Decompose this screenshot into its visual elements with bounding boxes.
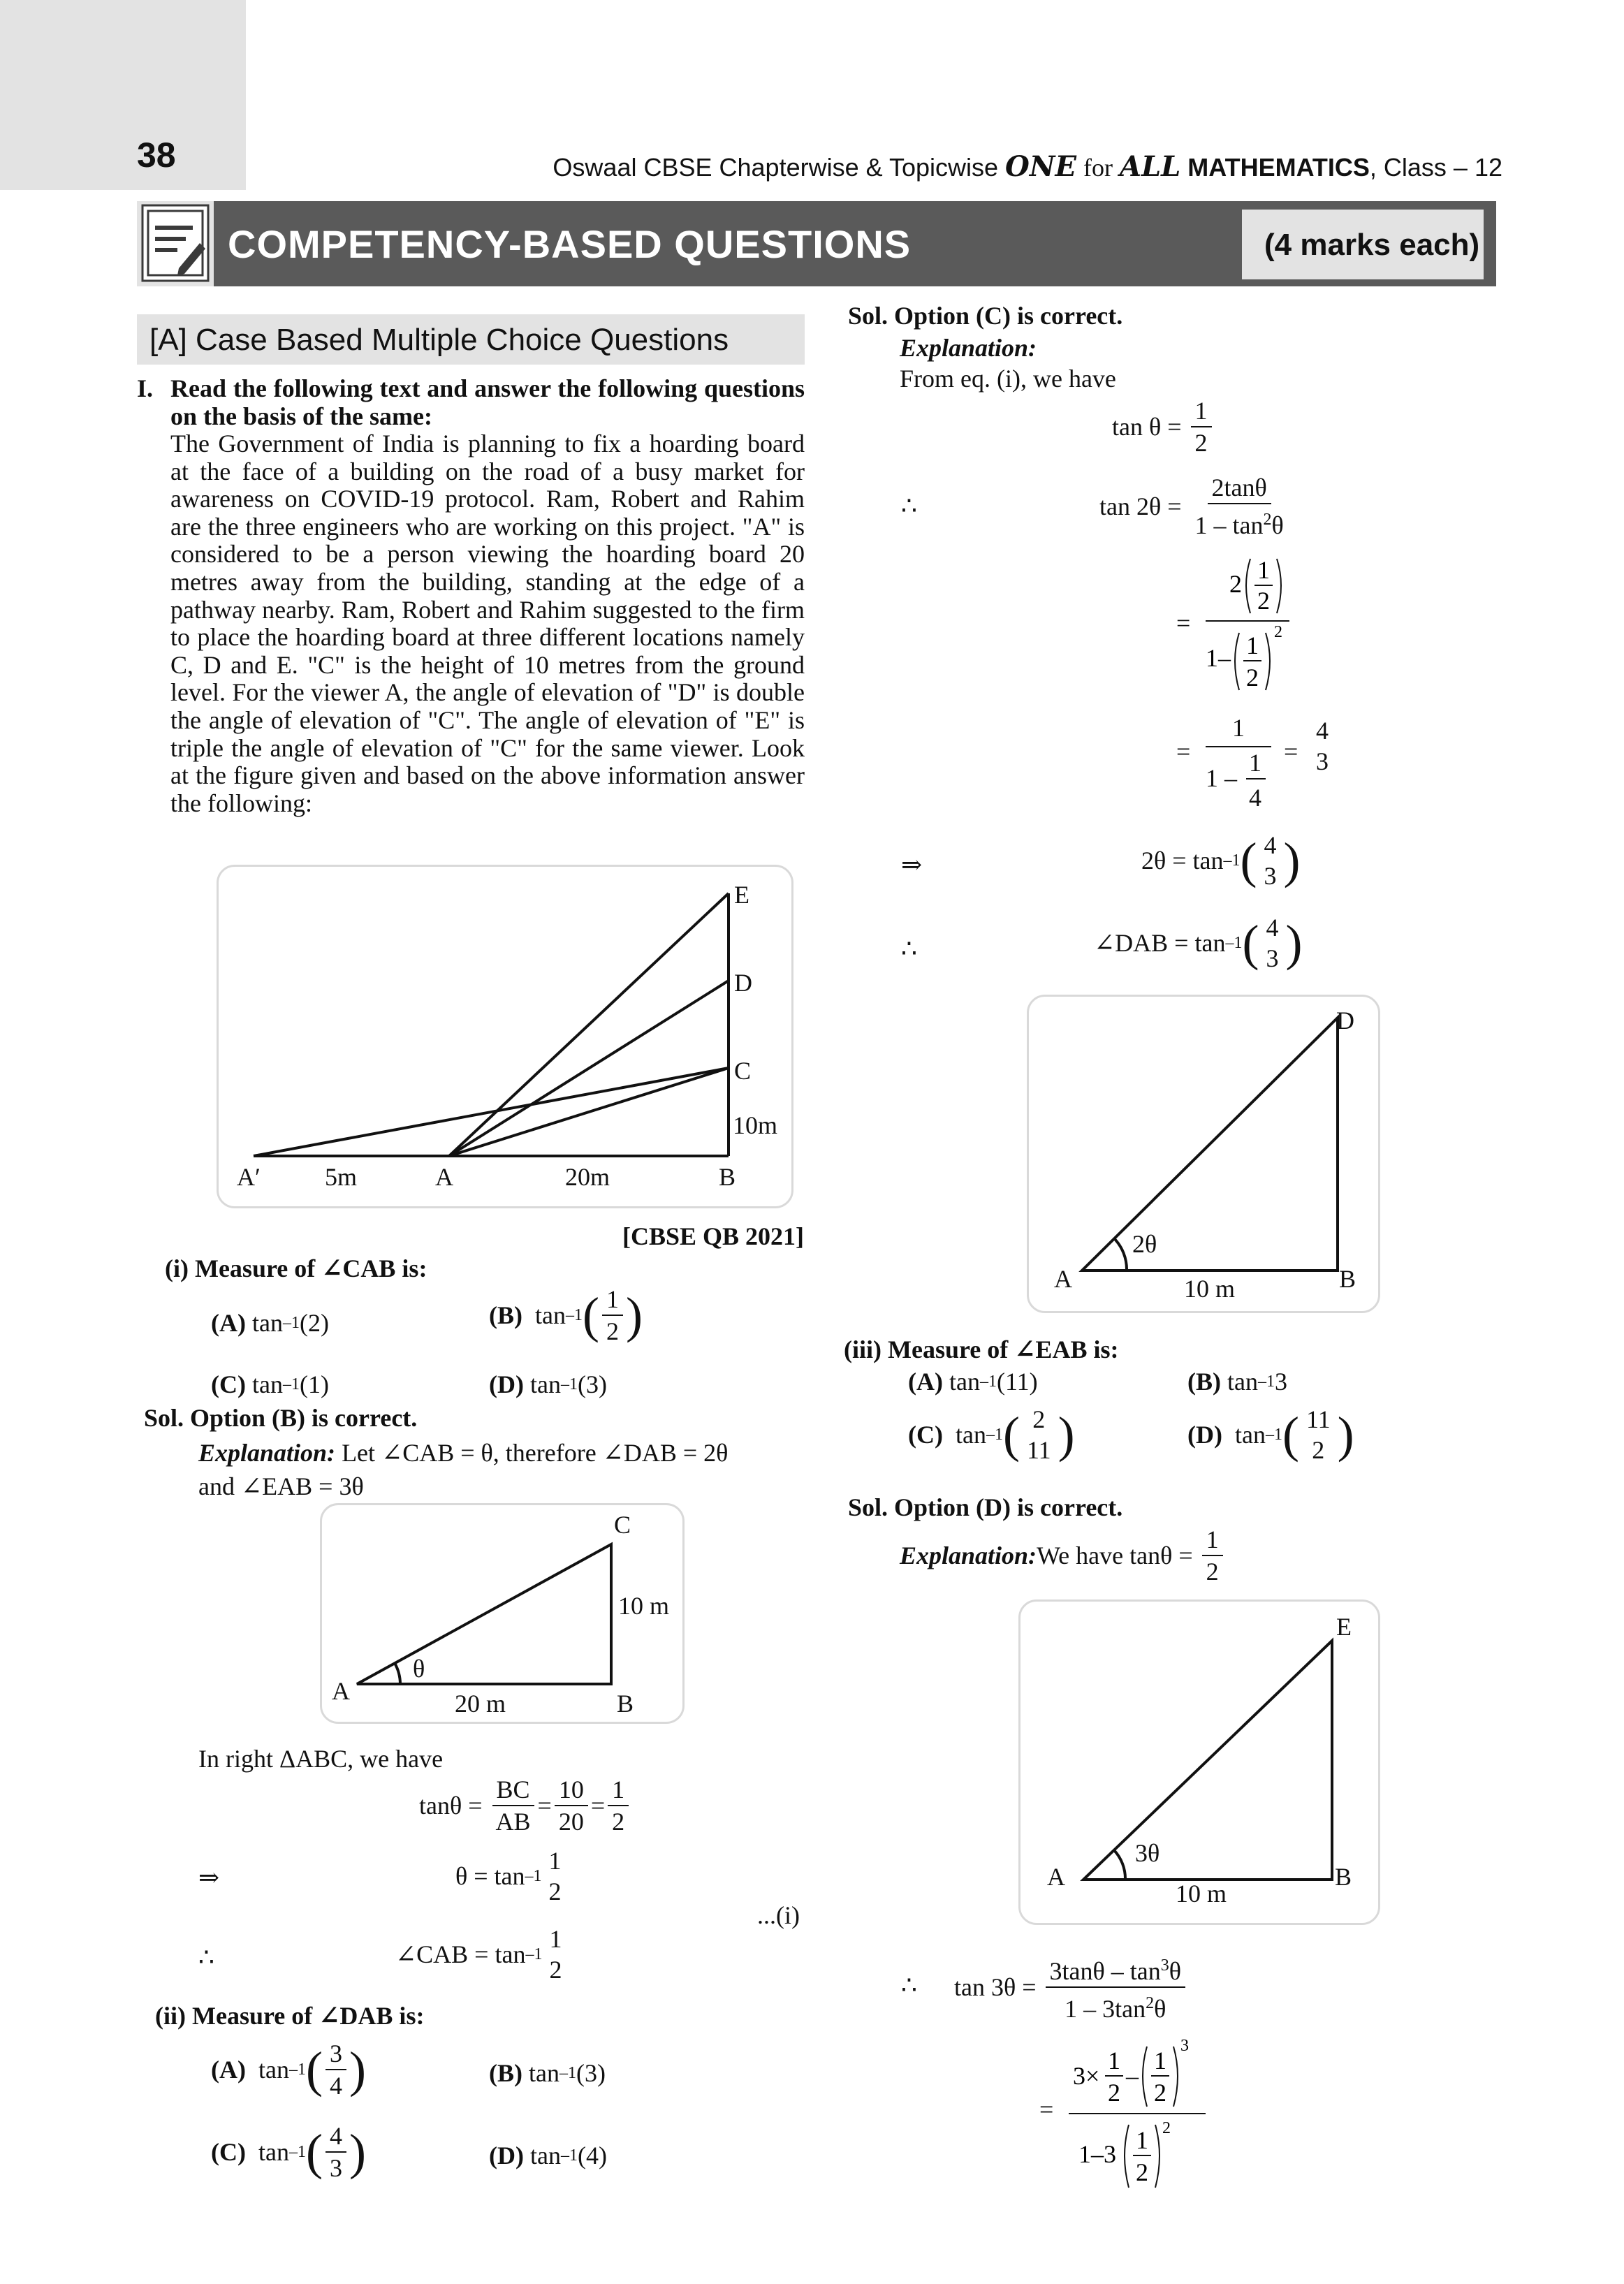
q1-eq3-sym: ∴ — [198, 1943, 214, 1971]
q1-opt-b-den: 2 — [606, 1317, 619, 1345]
q3-expl-label: Explanation: — [900, 1542, 1037, 1569]
q3-t-d: 1 – 3tan — [1065, 1995, 1146, 2023]
q1-right-triangle: In right ΔABC, we have — [198, 1745, 444, 1773]
q3-opt-b-val: 3 — [1274, 1368, 1287, 1396]
three-theta-fig-a: A — [1047, 1863, 1065, 1891]
q3-t2-svg — [1069, 2037, 1217, 2204]
q2-e1-d: 2 — [1194, 429, 1208, 457]
q2-e1 — [1112, 395, 1215, 458]
q2-opt-c-letter: (C) — [211, 2138, 246, 2166]
q1-eq3-n: 1 — [549, 1925, 562, 1953]
q2-e6-d: 3 — [1266, 944, 1279, 972]
q2-e1-n: 1 — [1191, 395, 1212, 427]
q2-e3-numerator — [1227, 553, 1296, 617]
q3-expl-text: We have tanθ = — [1037, 1542, 1193, 1569]
fig-label-a: A — [435, 1163, 453, 1191]
two-theta-fig-b: B — [1339, 1265, 1356, 1293]
q1-eq2: θ = tan –1 1 2 — [455, 1845, 569, 1907]
two-theta-fig-base: 10 m — [1184, 1275, 1236, 1303]
q2-e5-d: 3 — [1264, 862, 1277, 890]
q3-opt-a-val: (11) — [996, 1368, 1038, 1396]
q2-e6-sym: ∴ — [901, 935, 917, 962]
q3-opt-b-letter: (B) — [1187, 1368, 1221, 1396]
q3-t-sym: ∴ — [901, 1971, 917, 1999]
q1-opt-d-tan: tan — [529, 1370, 561, 1398]
book-prefix: Oswaal CBSE Chapterwise & Topicwise — [553, 153, 999, 182]
q1-eq1-lhs: tanθ = — [419, 1792, 483, 1820]
q3-t2-eq: = — [1039, 2095, 1054, 2123]
q2-option-a: (A) tan –1 ( $\frac{3}{4}$ ) — [211, 2040, 366, 2100]
q2-option-b: (B) tan –1 (3) — [489, 2059, 606, 2087]
q2-e6-lhs: ∠DAB = — [1094, 929, 1189, 957]
theta-fig-b: B — [617, 1690, 634, 1718]
q3-opt-d-letter: (D) — [1187, 1421, 1222, 1449]
q2-e6-n: 4 — [1266, 914, 1279, 942]
q1-explanation — [198, 1439, 805, 1467]
fig-label-height: 10m — [733, 1111, 778, 1139]
q1-label: (i) Measure of ∠CAB is: — [165, 1254, 427, 1282]
q2-opt-d-tan: tan — [529, 2142, 561, 2169]
hoarding-diagram — [219, 867, 791, 1206]
q2-opt-a-letter: (A) — [211, 2056, 246, 2084]
q2-e4-rn: 4 — [1316, 717, 1329, 745]
q2-opt-a-tan: tan — [258, 2056, 289, 2084]
svg-text:2: 2 — [1274, 623, 1282, 641]
q2-e4-fraction — [1206, 711, 1275, 816]
case-number: I. — [137, 374, 154, 402]
two-theta-fig-d: D — [1336, 1006, 1354, 1034]
q2-opt-d-letter: (D) — [489, 2142, 524, 2169]
notepad-icon — [137, 201, 214, 286]
svg-text:2: 2 — [1229, 570, 1242, 598]
theta-fig-a: A — [332, 1677, 350, 1705]
two-theta-triangle-figure — [1027, 995, 1380, 1313]
q1-eq2-n: 1 — [548, 1847, 562, 1875]
svg-text:1: 1 — [1154, 2047, 1166, 2074]
fig-label-e: E — [734, 881, 749, 909]
q2-e4-result — [1309, 715, 1336, 777]
svg-text:1–: 1– — [1206, 644, 1231, 672]
q2-e3-den-svg — [1206, 623, 1296, 700]
fig-label-gap: 5m — [325, 1163, 358, 1191]
three-theta-triangle — [1021, 1602, 1378, 1923]
q3-t-d2: θ — [1154, 1995, 1166, 2023]
q1-opt-d-letter: (D) — [489, 1370, 524, 1398]
q1-eq2-sym: ⇒ — [198, 1864, 220, 1891]
q1-eq3-d: 2 — [549, 1956, 562, 1984]
banner-title: COMPETENCY-BASED QUESTIONS — [228, 222, 912, 266]
three-theta-fig-b: B — [1335, 1863, 1352, 1891]
q2-e2-sym: ∴ — [901, 492, 917, 520]
three-theta-fig-angle: 3θ — [1135, 1839, 1160, 1867]
book-suffix: , Class – 12 — [1369, 153, 1502, 182]
svg-text:2: 2 — [1162, 2119, 1171, 2137]
two-theta-fig-angle: 2θ — [1132, 1230, 1157, 1258]
q1-eq1-n1: BC — [492, 1774, 534, 1806]
book-for: for — [1083, 154, 1113, 182]
theta-fig-height: 10 m — [618, 1592, 670, 1620]
svg-text:2: 2 — [1154, 2079, 1166, 2107]
q2-opt-c-tan: tan — [258, 2138, 289, 2166]
q1-option-c: (C) tan –1 (1) — [211, 1370, 329, 1398]
q3-opt-c-letter: (C) — [908, 1421, 943, 1449]
q2-opt-b-val: (3) — [576, 2059, 606, 2087]
q3-expl-n: 1 — [1202, 1524, 1223, 1556]
q2-opt-c-num: 4 — [325, 2121, 346, 2153]
q2-solution: Sol. Option (C) is correct. — [848, 302, 1123, 330]
q1-eq3-lhs: ∠CAB = — [395, 1940, 489, 1968]
q1-opt-d-val: (3) — [577, 1370, 607, 1398]
q1-eq2-lhs: θ = — [455, 1862, 488, 1890]
q2-e2-lhs: tan 2θ = — [1099, 492, 1182, 520]
q2-e4-n: 1 — [1232, 714, 1245, 742]
q1-eq3: ∠CAB = tan –1 1 2 — [395, 1924, 569, 1985]
q3-opt-a-letter: (A) — [908, 1368, 943, 1396]
page-number: 38 — [137, 136, 176, 175]
q2-opt-a-den: 4 — [329, 2072, 342, 2100]
q1-opt-a-val: (2) — [299, 1309, 329, 1337]
q3-solution: Sol. Option (D) is correct. — [848, 1493, 1123, 1521]
theta-fig-base: 20 m — [455, 1690, 506, 1718]
section-title: [A] Case Based Multiple Choice Questions — [149, 323, 729, 357]
q3-explanation — [900, 1524, 1226, 1587]
q1-opt-a-letter: (A) — [211, 1309, 246, 1337]
q1-eq1-n3: 1 — [608, 1774, 629, 1806]
q1-option-a: (A) tan –1 (2) — [211, 1309, 329, 1337]
q1-eq1-d3: 2 — [612, 1808, 625, 1836]
theta-triangle-figure — [320, 1503, 685, 1724]
q2-e3-bar — [1206, 620, 1289, 622]
svg-text:1: 1 — [1136, 2126, 1148, 2154]
book-subject: MATHEMATICS — [1187, 153, 1370, 182]
q2-e4-in-d: 4 — [1249, 784, 1261, 812]
svg-text:2: 2 — [1246, 664, 1259, 691]
theta-fig-angle: θ — [413, 1655, 425, 1683]
q1-opt-c-val: (1) — [299, 1370, 329, 1398]
q2-opt-c-den: 3 — [329, 2154, 342, 2182]
q2-e3-eq: = — [1176, 609, 1191, 637]
q3-opt-c-tan: tan — [955, 1421, 986, 1449]
q2-e5: 2θ = tan –1 ( 4 3 ) — [1141, 831, 1301, 890]
q2-expl-label: Explanation: — [900, 334, 1037, 362]
svg-text:3×: 3× — [1073, 2062, 1100, 2090]
q3-option-d: (D) tan –1 ( 11 2 ) — [1187, 1405, 1354, 1464]
svg-text:3: 3 — [1180, 2037, 1189, 2055]
three-theta-fig-base: 10 m — [1176, 1880, 1227, 1908]
q3-option-a: (A) tan –1 (11) — [908, 1368, 1038, 1396]
q3-opt-d-den: 2 — [1312, 1436, 1325, 1464]
q2-opt-a-num: 3 — [325, 2038, 346, 2070]
q1-eq2-tan: tan — [494, 1862, 525, 1890]
q1-opt-c-tan: tan — [251, 1370, 283, 1398]
q3-opt-c-den: 11 — [1026, 1436, 1051, 1464]
banner-icon-box — [137, 201, 214, 286]
book-one: ONE — [1005, 150, 1076, 183]
q3-t2-fraction — [1069, 2037, 1217, 2204]
fig-label-c: C — [734, 1057, 752, 1085]
svg-text:1–3: 1–3 — [1078, 2140, 1116, 2168]
two-theta-fig-a: A — [1054, 1265, 1072, 1293]
q2-option-c: (C) tan –1 ( $\frac{4}{3}$ ) — [211, 2122, 366, 2182]
q3-opt-a-tan: tan — [949, 1368, 980, 1396]
q1-option-d: (D) tan –1 (3) — [489, 1370, 607, 1398]
q2-e4-eq: = — [1176, 738, 1191, 766]
svg-text:–: – — [1126, 2062, 1139, 2090]
q1-solution: Sol. Option (B) is correct. — [144, 1404, 418, 1432]
q3-option-b: (B) tan –1 3 — [1187, 1368, 1287, 1396]
q2-e2: tan 2θ = $\frac{2\tan\theta}{1 - \tan^2\theta}$ — [1099, 474, 1284, 539]
q3-opt-d-num: 11 — [1305, 1405, 1331, 1433]
q2-opt-d-val: (4) — [577, 2142, 607, 2169]
q2-e3-num-svg — [1227, 553, 1296, 617]
q2-e5-tan: tan — [1192, 847, 1224, 874]
q3-label: (iii) Measure of ∠EAB is: — [844, 1335, 1119, 1363]
q2-e5-n: 4 — [1264, 831, 1277, 859]
q2-e3-denominator — [1206, 623, 1296, 700]
svg-text:2: 2 — [1257, 587, 1270, 615]
q1-opt-a-tan: tan — [251, 1309, 283, 1337]
two-theta-triangle — [1029, 997, 1378, 1311]
q2-e6: ∠DAB = tan –1 ( 4 3 ) — [1094, 914, 1303, 972]
fig-label-base: 20m — [565, 1163, 610, 1191]
q3-option-c: (C) tan –1 ( 2 11 ) — [908, 1405, 1075, 1464]
case-instruction: Read the following text and answer the following questions on the basis of the same: — [170, 374, 805, 430]
q1-explanation-2: and ∠EAB = 3θ — [198, 1472, 364, 1500]
q2-e1-lhs: tan θ = — [1112, 413, 1182, 441]
q3-t-lhs: tan 3θ = — [954, 1973, 1037, 2001]
q2-e2-n: 2tanθ — [1208, 472, 1271, 504]
three-theta-triangle-figure — [1018, 1599, 1380, 1925]
svg-text:2: 2 — [1108, 2079, 1120, 2107]
q1-expl-text: Let ∠CAB = θ, therefore ∠DAB = 2θ — [335, 1439, 729, 1467]
q2-e4-eq2: = — [1284, 738, 1299, 766]
q1-option-b: (B) tan –1 ( $\frac{1}{2}$ ) — [489, 1285, 643, 1345]
q3-t-n: 3tanθ – tan — [1049, 1957, 1161, 1985]
q2-e4-rd: 3 — [1316, 747, 1329, 775]
q3-t-n2: θ — [1169, 1957, 1181, 1985]
q3-t: tan 3θ = $\frac{3\tan\theta - \tan^3\theta}{1 - 3\tan^2\theta}$ — [954, 1950, 1188, 2024]
q2-from-eq: From eq. (i), we have — [900, 365, 1116, 393]
q2-label: (ii) Measure of ∠DAB is: — [155, 2002, 425, 2030]
q1-eq2-tag: ...(i) — [757, 1901, 800, 1929]
q1-eq1-d2: 20 — [558, 1808, 584, 1836]
q2-e5-sym: ⇒ — [901, 851, 923, 879]
q1-eq1: tanθ = $\frac{BC}{AB}$ = $\frac{10}{20}$ = $\frac{1}{2}$ — [419, 1774, 631, 1837]
svg-text:1: 1 — [1257, 556, 1270, 584]
q2-e4-in-bar — [1246, 778, 1266, 779]
svg-text:1: 1 — [1108, 2047, 1120, 2074]
q1-opt-b-tan: tan — [535, 1301, 566, 1329]
q2-e4-d-pre: 1 – — [1206, 764, 1237, 792]
q2-e3-fraction — [1206, 553, 1289, 701]
q2-e6-tan: tan — [1194, 929, 1226, 957]
q2-option-d: (D) tan –1 (4) — [489, 2142, 607, 2169]
case-source: [CBSE QB 2021] — [622, 1222, 804, 1250]
fig-label-b: B — [719, 1163, 736, 1191]
q1-eq1-n2: 10 — [555, 1774, 588, 1806]
q1-expl-label: Explanation: — [198, 1439, 336, 1467]
q2-e4-in-n: 1 — [1249, 749, 1261, 777]
svg-text:2: 2 — [1136, 2158, 1148, 2186]
q3-opt-b-tan: tan — [1227, 1368, 1258, 1396]
marks-label: (4 marks each) — [1264, 228, 1480, 262]
q2-e5-lhs: 2θ = — [1141, 847, 1187, 874]
q1-opt-b-num: 1 — [602, 1284, 623, 1316]
book-title — [553, 151, 1502, 184]
three-theta-fig-e: E — [1336, 1613, 1352, 1641]
q2-opt-b-letter: (B) — [489, 2059, 522, 2087]
q3-opt-d-tan: tan — [1234, 1421, 1266, 1449]
q2-e2-d2: θ — [1271, 511, 1284, 539]
theta-fig-c: C — [614, 1511, 631, 1539]
q3-expl-d: 2 — [1206, 1558, 1219, 1586]
q3-opt-c-num: 2 — [1032, 1405, 1046, 1433]
book-all: ALL — [1119, 150, 1181, 183]
q1-eq3-tan: tan — [495, 1940, 526, 1968]
q1-opt-b-letter: (B) — [489, 1301, 522, 1329]
hoarding-figure — [217, 865, 793, 1208]
fig-label-d: D — [734, 969, 752, 997]
q2-e4-bar — [1206, 746, 1271, 747]
q1-opt-c-letter: (C) — [211, 1370, 246, 1398]
fig-label-a-prime: A′ — [237, 1163, 261, 1191]
q2-opt-b-tan: tan — [529, 2059, 559, 2087]
q1-eq2-d: 2 — [548, 1877, 562, 1905]
page-number-box — [0, 0, 246, 190]
case-passage: The Government of India is planning to fix a hoarding board at the face of a building on the road of a busy market for awareness on COVID-19 protocol. Ram, Robert and Rahim are the three engineers who are working on this project. "A" is considered to be a person viewing the hoarding board 20 metres away from the building, standing at the edge of a pathway nearby. Ram, Robert and Rahim suggested to the firm to place the hoarding board at three different locations namely C, D and E. "C" is the height of 10 metres from the ground level. For the viewer A, the angle of elevation of "D" is double the angle of elevation of "C". The angle of elevation of "E" is triple the angle of elevation of "C" for the same viewer. Look at the figure given and based on the above information answer the following: — [170, 430, 805, 817]
svg-text:1: 1 — [1246, 631, 1259, 659]
q1-eq1-d1: AB — [495, 1808, 531, 1836]
q2-e2-d: 1 – tan — [1194, 511, 1264, 539]
